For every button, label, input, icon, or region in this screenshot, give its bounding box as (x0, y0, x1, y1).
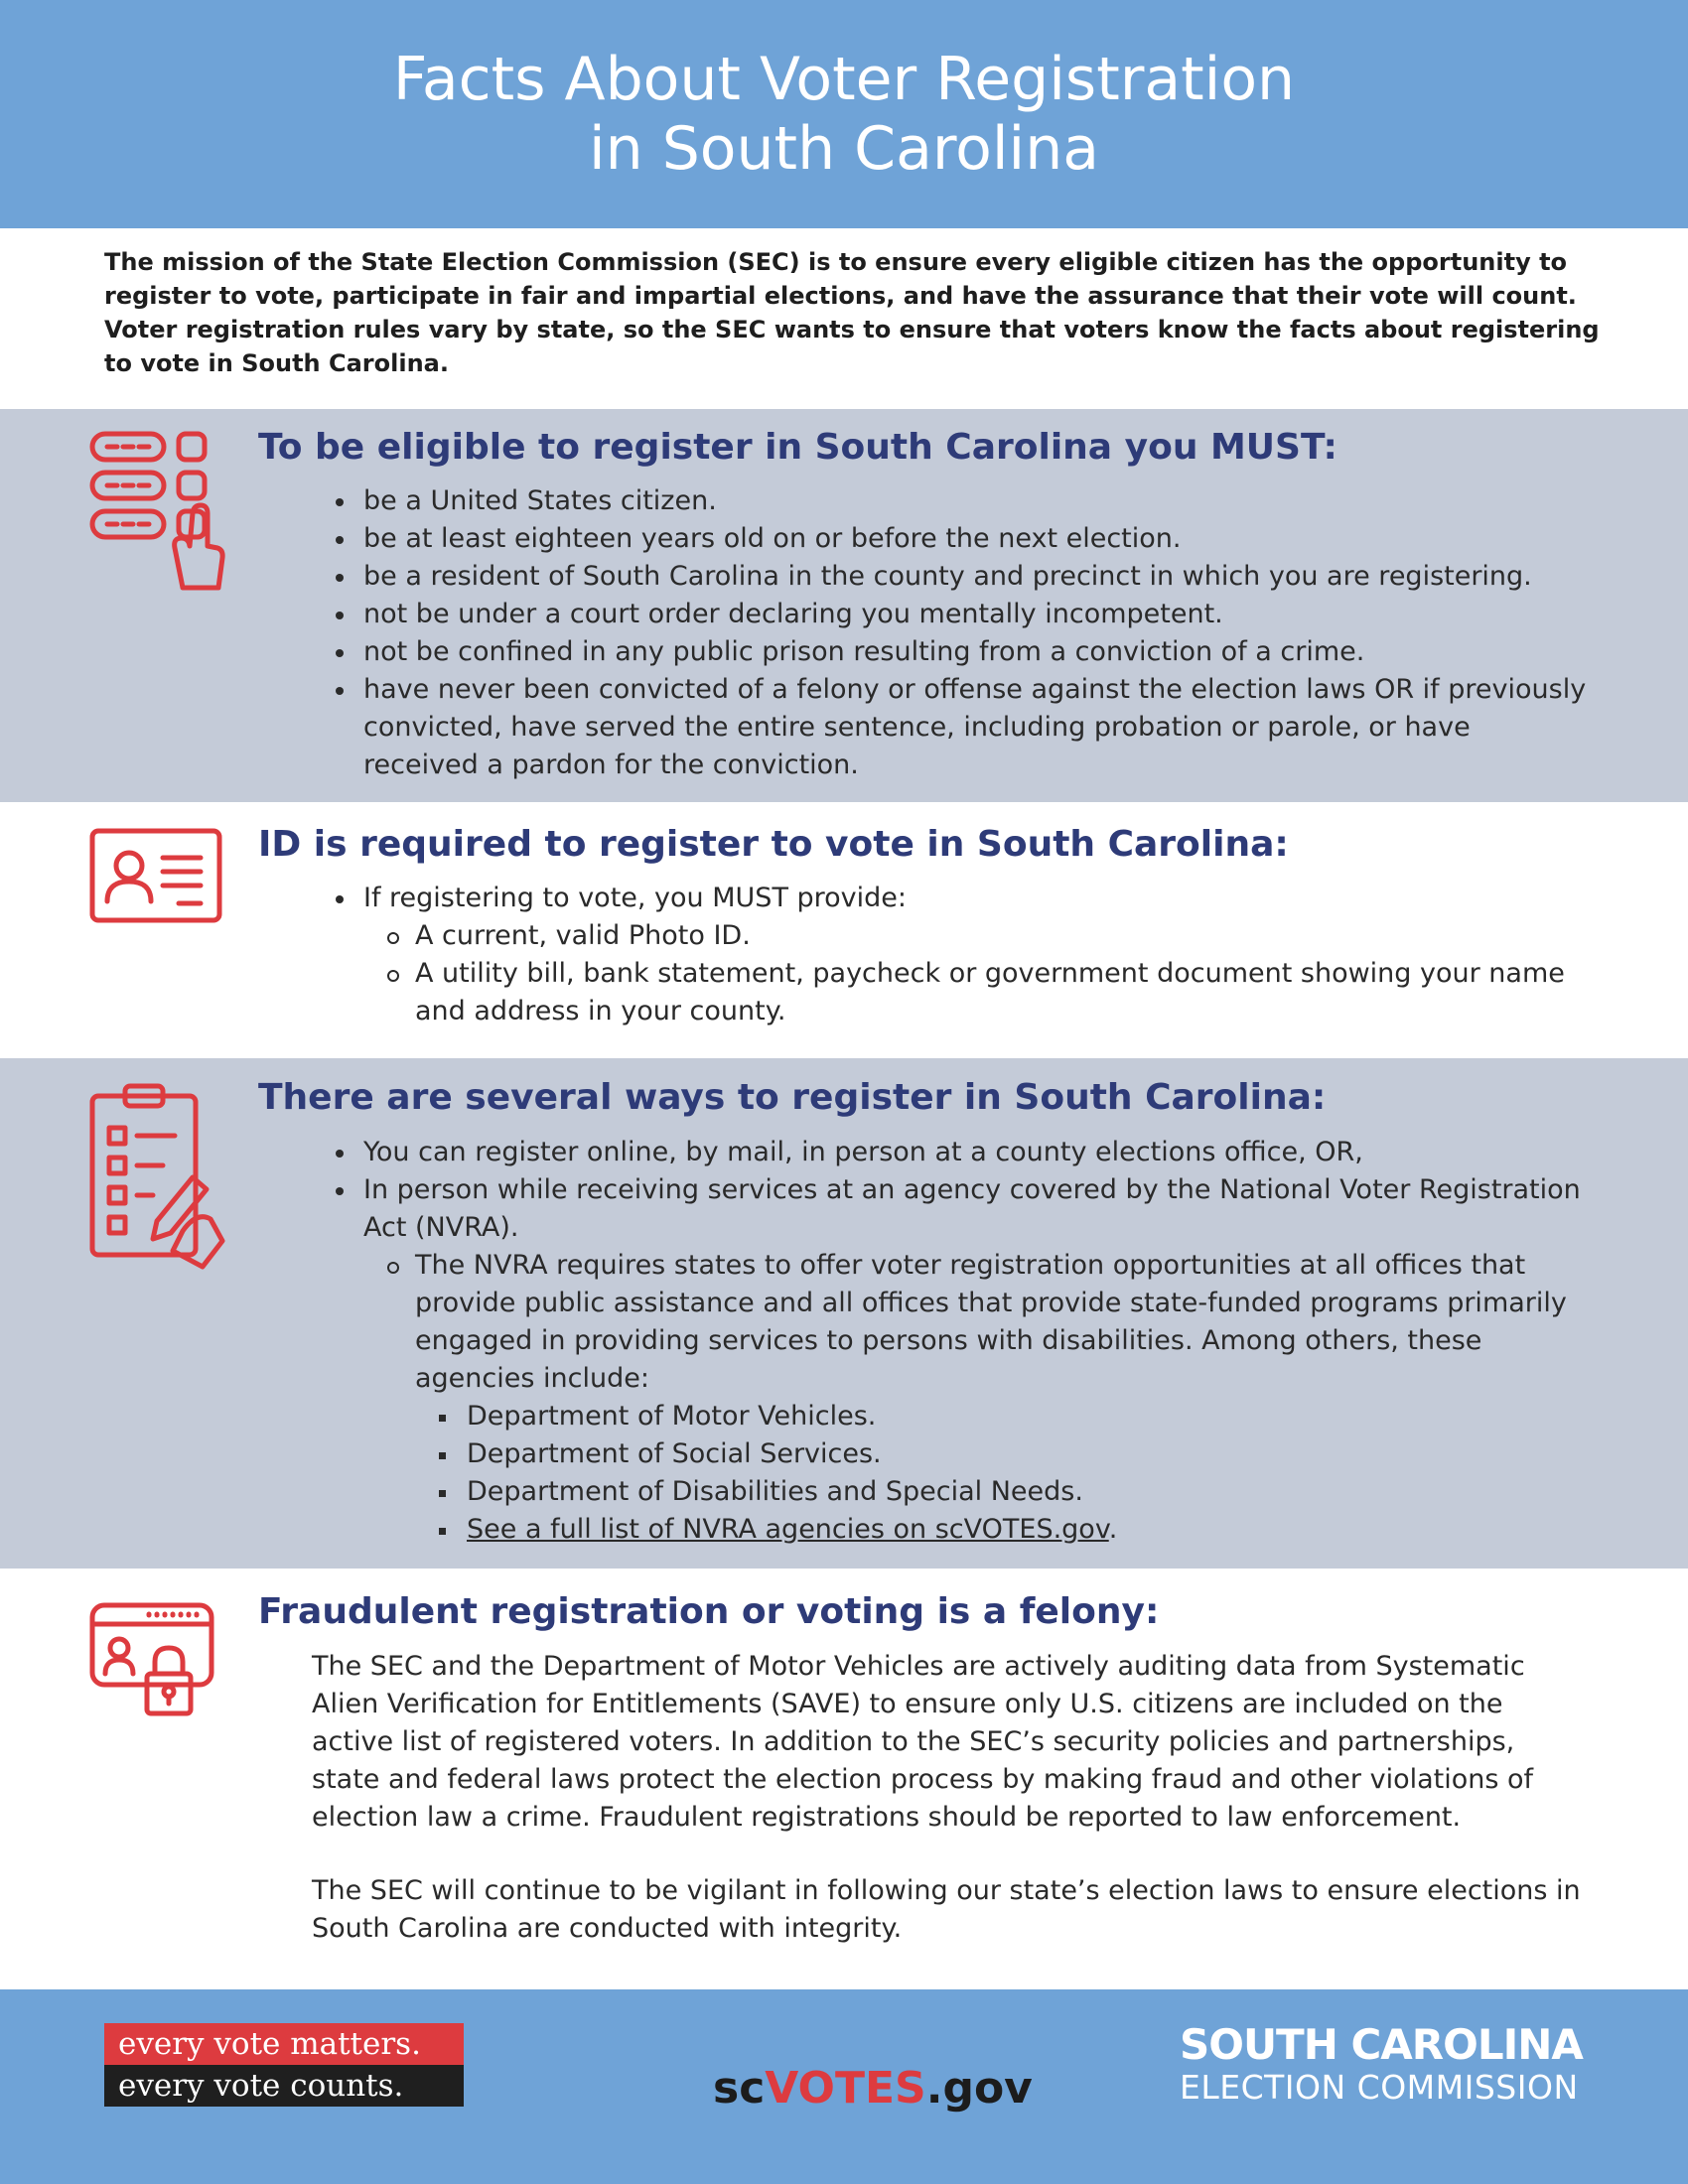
list-item: Department of Motor Vehicles. (431, 1398, 1589, 1435)
id-required-title: ID is required to register to vote in South Carolina: (258, 824, 1289, 865)
page-title-line-1: Facts About Voter Registration (392, 45, 1296, 114)
fraud-paragraph-1: The SEC and the Department of Motor Vehicles are actively auditing data from Systematic Alien Verification for Entitlements (SAVE) to ensure only U.S. citizens are included on the active list of registered voters. In addition to the SEC’s security policies and partnerships, state and federal laws protect the election process by making fraud and other violations of election law a crime. Fraudulent registrations should be reported to law enforcement. (312, 1651, 1534, 1833)
list-item: not be under a court order declaring you mentally incompetent. (328, 596, 1589, 633)
link-suffix: . (1108, 1514, 1118, 1545)
list-item: You can register online, by mail, in person at a county elections office, OR, (328, 1134, 1589, 1171)
ways-list (328, 1134, 1589, 1549)
eligibility-title: To be eligible to register in South Carolina you MUST: (258, 427, 1337, 468)
mission-intro: The mission of the State Election Commission (SEC) is to ensure every eligible citizen has the opportunity to register to vote, participate in fair and impartial elections, and have the assurance that their vote will count. Voter registration rules vary by state, so the SEC wants to ensure that voters know the facts about registering to vote in South Carolina. (104, 248, 1600, 377)
list-item: In person while receiving services at an agency covered by the National Voter Registration Act (NVRA). (328, 1171, 1589, 1247)
list-item: be a resident of South Carolina in the county and precinct in which you are registering. (328, 558, 1589, 596)
scvotes-site-logo (713, 2061, 1033, 2116)
secure-browser-lock-icon (87, 1600, 216, 1719)
id-required-list (328, 880, 1589, 1030)
clipboard-pen-icon (87, 1082, 226, 1271)
id-card-icon (87, 826, 226, 925)
site-highlight: VOTES (765, 2063, 926, 2114)
site-prefix: sc (713, 2063, 766, 2114)
list-item: be a United States citizen. (328, 482, 1589, 520)
list-item: Department of Disabilities and Special Needs. (431, 1473, 1589, 1511)
list-item: The NVRA requires states to offer voter registration opportunities at all offices that provide public assistance and all offices that provide state-funded programs primarily engaged in providing services to persons with disabilities. Among others, these agencies include: (379, 1247, 1589, 1398)
logo-line-2: ELECTION COMMISSION (1180, 2068, 1579, 2107)
fraud-title: Fraudulent registration or voting is a felony: (258, 1591, 1160, 1632)
list-item: be at least eighteen years old on or before the next election. (328, 520, 1589, 558)
ways-title: There are several ways to register in South Carolina: (258, 1077, 1327, 1118)
list-item: Department of Social Services. (431, 1435, 1589, 1473)
page-title-line-2: in South Carolina (588, 114, 1100, 184)
fraud-paragraph-2: The SEC will continue to be vigilant in following our state’s election laws to ensure elections in South Carolina are conducted with integrity. (312, 1875, 1581, 1944)
site-suffix: .gov (925, 2063, 1033, 2114)
slogan-line-2: every vote counts. (104, 2065, 464, 2107)
slogan-badge (104, 2023, 464, 2107)
ballot-hand-icon (87, 429, 226, 603)
list-item: not be confined in any public prison resulting from a conviction of a crime. (328, 633, 1589, 671)
page-header (0, 0, 1688, 228)
election-commission-logo (1180, 2021, 1581, 2107)
list-item (431, 1511, 1589, 1549)
list-item: A current, valid Photo ID. (379, 917, 1589, 955)
list-item: have never been convicted of a felony or offense against the election laws OR if previously convicted, have served the entire sentence, including probation or parole, or have received a pardon for the conviction. (328, 671, 1589, 784)
nvra-agencies-link[interactable]: See a full list of NVRA agencies on scVOTES.gov (467, 1514, 1109, 1545)
list-item: If registering to vote, you MUST provide: (328, 880, 1589, 917)
slogan-line-1: every vote matters. (104, 2023, 464, 2065)
logo-line-1: SOUTH CAROLINA (1180, 2020, 1583, 2069)
eligibility-list (328, 482, 1589, 784)
list-item: A utility bill, bank statement, paycheck or government document showing your name and address in your county. (379, 955, 1589, 1030)
